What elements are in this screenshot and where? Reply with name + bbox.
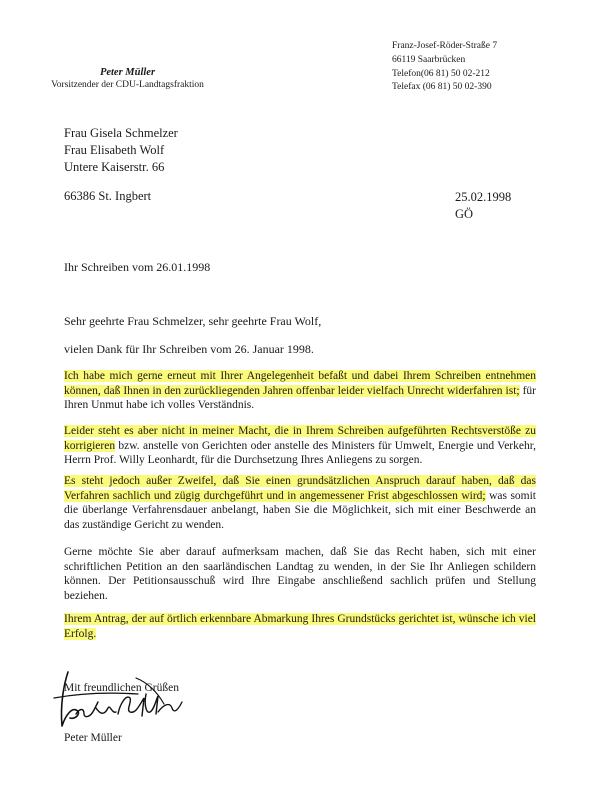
highlighted-text: Es steht jedoch außer Zweifel, daß Sie einen grundsätzlichen Anspruch darauf haben, daß das Verfahren sachlich und zügig durchgeführt und in angemessener Frist abgeschlossen wird; bbox=[64, 475, 536, 502]
contact-phone: Telefon(06 81) 50 02-212 bbox=[392, 68, 490, 79]
paragraph-text: was somit die überlange Verfahrensdauer anbelangt, haben Sie die Möglichkeit, sich mit einer Beschwerde an das zuständige Gericht zu wenden. bbox=[64, 489, 537, 531]
recipient-line-2: Frau Elisabeth Wolf bbox=[64, 143, 165, 157]
recipient-line-3: Untere Kaiserstr. 66 bbox=[64, 160, 165, 174]
highlighted-text: Leider steht es aber nicht in meiner Macht, die in Ihrem Schreiben aufgeführten Rechtsverstöße zu korrigieren bbox=[64, 425, 536, 452]
sender-name: Peter Müller bbox=[99, 67, 156, 78]
sender-role: Vorsitzender der CDU-Landtagsfraktion bbox=[51, 80, 204, 90]
contact-block bbox=[392, 40, 497, 95]
sender-block bbox=[40, 66, 215, 91]
thanks-line: vielen Dank für Ihr Schreiben vom 26. Januar 1998. bbox=[64, 342, 314, 356]
paragraph-text: bzw. anstelle von Gerichten oder anstelle des Ministers für Umwelt, Energie und Verkehr, Herrn Prof. Willy Leonhardt, für die Durchsetzung Ihres Anliegens zu sorgen. bbox=[64, 439, 536, 467]
date-block bbox=[455, 189, 511, 223]
letter-date: 25.02.1998 bbox=[455, 190, 512, 204]
paragraph-3 bbox=[64, 474, 536, 532]
contact-city: 66119 Saarbrücken bbox=[392, 54, 466, 65]
paragraph-text: für Ihren Unmut habe ich volles Verständnis. bbox=[64, 384, 536, 412]
paragraph-5 bbox=[64, 612, 536, 641]
signature-name: Peter Müller bbox=[64, 732, 122, 744]
highlighted-text: Ihrem Antrag, der auf örtlich erkennbare Abmarkung Ihres Grundstücks gerichtet ist, wünsche ich viel Erfolg. bbox=[64, 613, 536, 640]
letter-initials: GÖ bbox=[455, 207, 474, 221]
recipient-city: 66386 St. Ingbert bbox=[64, 189, 152, 203]
recipient-line-1: Frau Gisela Schmelzer bbox=[64, 126, 178, 140]
paragraph-4 bbox=[64, 545, 536, 603]
handwritten-signature bbox=[46, 664, 206, 734]
reference-line: Ihr Schreiben vom 26.01.1998 bbox=[64, 260, 211, 274]
paragraph-1 bbox=[64, 369, 536, 413]
recipient-address bbox=[64, 125, 178, 176]
salutation: Sehr geehrte Frau Schmelzer, sehr geehrte Frau Wolf, bbox=[64, 314, 322, 328]
paragraph-text: Gerne möchte Sie aber darauf aufmerksam machen, daß Sie das Recht haben, sich mit einer schriftlichen Petition an den saarländischen Landtag zu wenden, in der Sie Ihr Anliegen schildern können. Der Petitionsausschuß wird Ihre Eingabe anschließend sachlich prüfen und Stellung beziehen. bbox=[64, 546, 536, 602]
contact-street: Franz-Josef-Röder-Straße 7 bbox=[392, 41, 498, 51]
paragraph-2 bbox=[64, 424, 536, 468]
highlighted-text: Ich habe mich gerne erneut mit Ihrer Angelegenheit befaßt und dabei Ihrem Schreiben entnehmen können, daß Ihnen in den zurückliegenden Jahren offenbar leider vielfach Unrecht widerfahren ist; bbox=[64, 370, 536, 397]
closing-line: Mit freundlichen Grüßen bbox=[64, 682, 179, 694]
contact-fax: Telefax (06 81) 50 02-390 bbox=[392, 82, 492, 93]
